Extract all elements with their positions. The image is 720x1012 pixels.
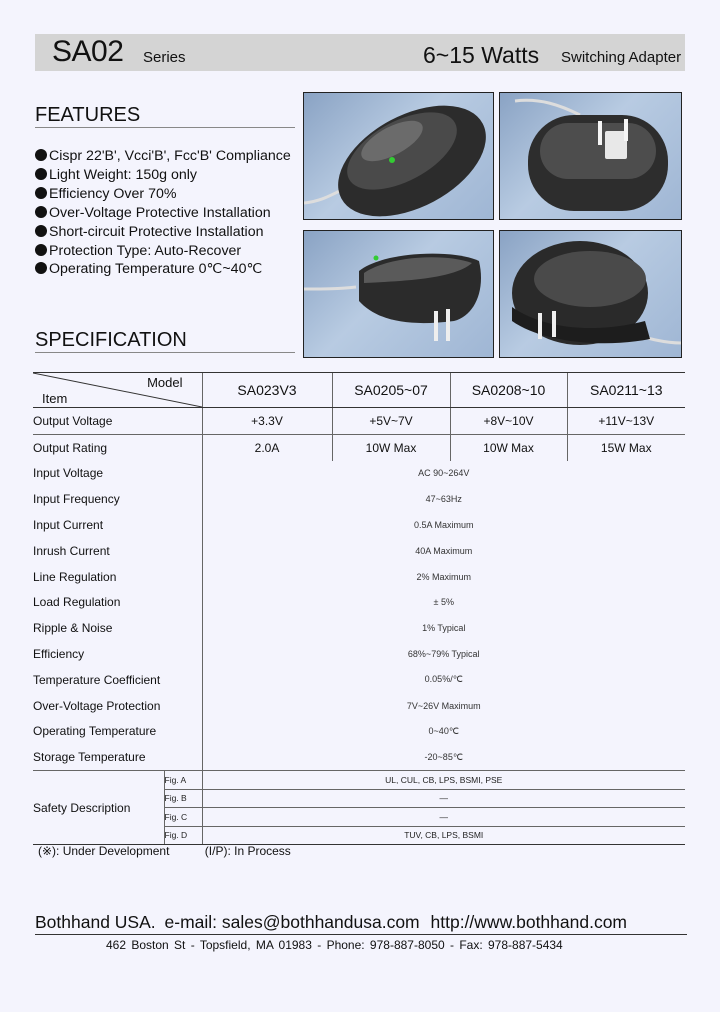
table-row (33, 408, 685, 435)
note-under-development: (※): Under Development (38, 844, 170, 858)
row-label: Safety Description (33, 771, 164, 845)
table-row (33, 615, 685, 641)
row-label: Input Current (33, 518, 104, 533)
footer-address: 462 Boston St - Topsfield, MA 01983 - Phone: 978-887-8050 - Fax: 978-887-5434 (106, 938, 563, 952)
features-divider (35, 127, 295, 128)
cell-value: 2% Maximum (202, 564, 685, 590)
table-header-row (33, 373, 685, 408)
header-band (35, 34, 685, 71)
table-row (33, 641, 685, 667)
table-row (33, 538, 685, 564)
bullet-icon (35, 168, 47, 180)
cell-value: 2.0A (202, 434, 332, 460)
cell-value: 10W Max (450, 434, 567, 460)
cell-value: AC 90~264V (202, 461, 685, 487)
cell-value: UL, CUL, CB, LPS, BSMI, PSE (202, 771, 685, 790)
table-row (33, 461, 685, 487)
product-photo-plug (499, 92, 682, 220)
row-label: Output Rating (33, 440, 108, 455)
model-item-cell (33, 373, 202, 408)
row-label: Ripple & Noise (33, 621, 113, 636)
bullet-icon (35, 225, 47, 237)
table-row (33, 486, 685, 512)
cell-value: +5V~7V (332, 408, 450, 435)
cell-value: +11V~13V (567, 408, 685, 435)
row-label: Operating Temperature (33, 724, 157, 739)
model-header: SA0205~07 (332, 373, 450, 408)
row-label: Over-Voltage Protection (33, 698, 161, 713)
cell-value: TUV, CB, LPS, BSMI (202, 826, 685, 845)
cell-value: — (202, 808, 685, 827)
footer-divider (35, 934, 687, 935)
product-photo-back (499, 230, 682, 358)
bullet-icon (35, 149, 47, 161)
cell-value: 0.05%/℃ (202, 667, 685, 693)
cell-value: -20~85℃ (202, 744, 685, 770)
fig-label: Fig. C (164, 808, 202, 827)
cell-value: — (202, 789, 685, 808)
cell-value: 47~63Hz (202, 486, 685, 512)
bullet-icon (35, 206, 47, 218)
note-in-process: (I/P): In Process (204, 844, 291, 858)
model-label: Model (147, 375, 183, 390)
table-row (33, 590, 685, 616)
row-label: Input Frequency (33, 492, 120, 507)
model-header: SA023V3 (202, 373, 332, 408)
cell-value: +8V~10V (450, 408, 567, 435)
table-row (33, 693, 685, 719)
cell-value: 0.5A Maximum (202, 512, 685, 538)
row-label: Inrush Current (33, 543, 110, 558)
cell-value: ± 5% (202, 590, 685, 616)
cell-value: 10W Max (332, 434, 450, 460)
cell-value: 7V~26V Maximum (202, 693, 685, 719)
table-row (33, 744, 685, 770)
table-row (33, 719, 685, 745)
item-label: Item (42, 391, 68, 406)
row-label: Input Voltage (33, 466, 104, 481)
cell-value: 40A Maximum (202, 538, 685, 564)
cell-value: 68%~79% Typical (202, 641, 685, 667)
row-label: Temperature Coefficient (33, 672, 161, 687)
table-row (33, 667, 685, 693)
bullet-icon (35, 244, 47, 256)
company-name: Bothhand USA. (35, 912, 156, 932)
row-label: Efficiency (33, 647, 85, 662)
features-title: FEATURES (35, 104, 141, 126)
footer-contact (35, 912, 627, 933)
list-item: Over-Voltage Protective Installation (35, 204, 291, 223)
list-item: Short-circuit Protective Installation (35, 223, 291, 242)
cell-value: +3.3V (202, 408, 332, 435)
table-row (33, 771, 685, 790)
fig-label: Fig. A (164, 771, 202, 790)
features-list (35, 147, 291, 279)
list-item: Cispr 22'B', Vcci'B', Fcc'B' Compliance (35, 147, 291, 166)
row-label: Storage Temperature (33, 750, 146, 765)
series-label: Series (143, 49, 186, 66)
list-item: Efficiency Over 70% (35, 185, 291, 204)
list-item: Operating Temperature 0℃~40℃ (35, 260, 291, 279)
email-link[interactable]: e-mail: sales@bothhandusa.com (164, 912, 420, 932)
cell-value: 0~40℃ (202, 719, 685, 745)
model-header: SA0208~10 (450, 373, 567, 408)
table-row (33, 512, 685, 538)
model-name: SA02 (52, 35, 124, 68)
website-link[interactable]: http://www.bothhand.com (430, 912, 628, 932)
notes (38, 844, 291, 858)
specification-divider (35, 352, 295, 353)
table-row (33, 564, 685, 590)
product-type: Switching Adapter (561, 49, 682, 66)
cell-value: 15W Max (567, 434, 685, 460)
row-label: Output Voltage (33, 408, 202, 435)
specification-title: SPECIFICATION (35, 329, 187, 351)
row-label: Line Regulation (33, 569, 117, 584)
row-label: Load Regulation (33, 595, 121, 610)
bullet-icon (35, 187, 47, 199)
model-header: SA0211~13 (567, 373, 685, 408)
fig-label: Fig. B (164, 789, 202, 808)
spec-table (33, 372, 685, 845)
list-item: Protection Type: Auto-Recover (35, 242, 291, 261)
product-photo-front (303, 92, 494, 220)
wattage-range: 6~15 Watts (423, 42, 540, 68)
table-row (33, 434, 685, 460)
cell-value: 1% Typical (202, 615, 685, 641)
fig-label: Fig. D (164, 826, 202, 845)
bullet-icon (35, 262, 47, 274)
product-photo-side (303, 230, 494, 358)
list-item: Light Weight: 150g only (35, 166, 291, 185)
